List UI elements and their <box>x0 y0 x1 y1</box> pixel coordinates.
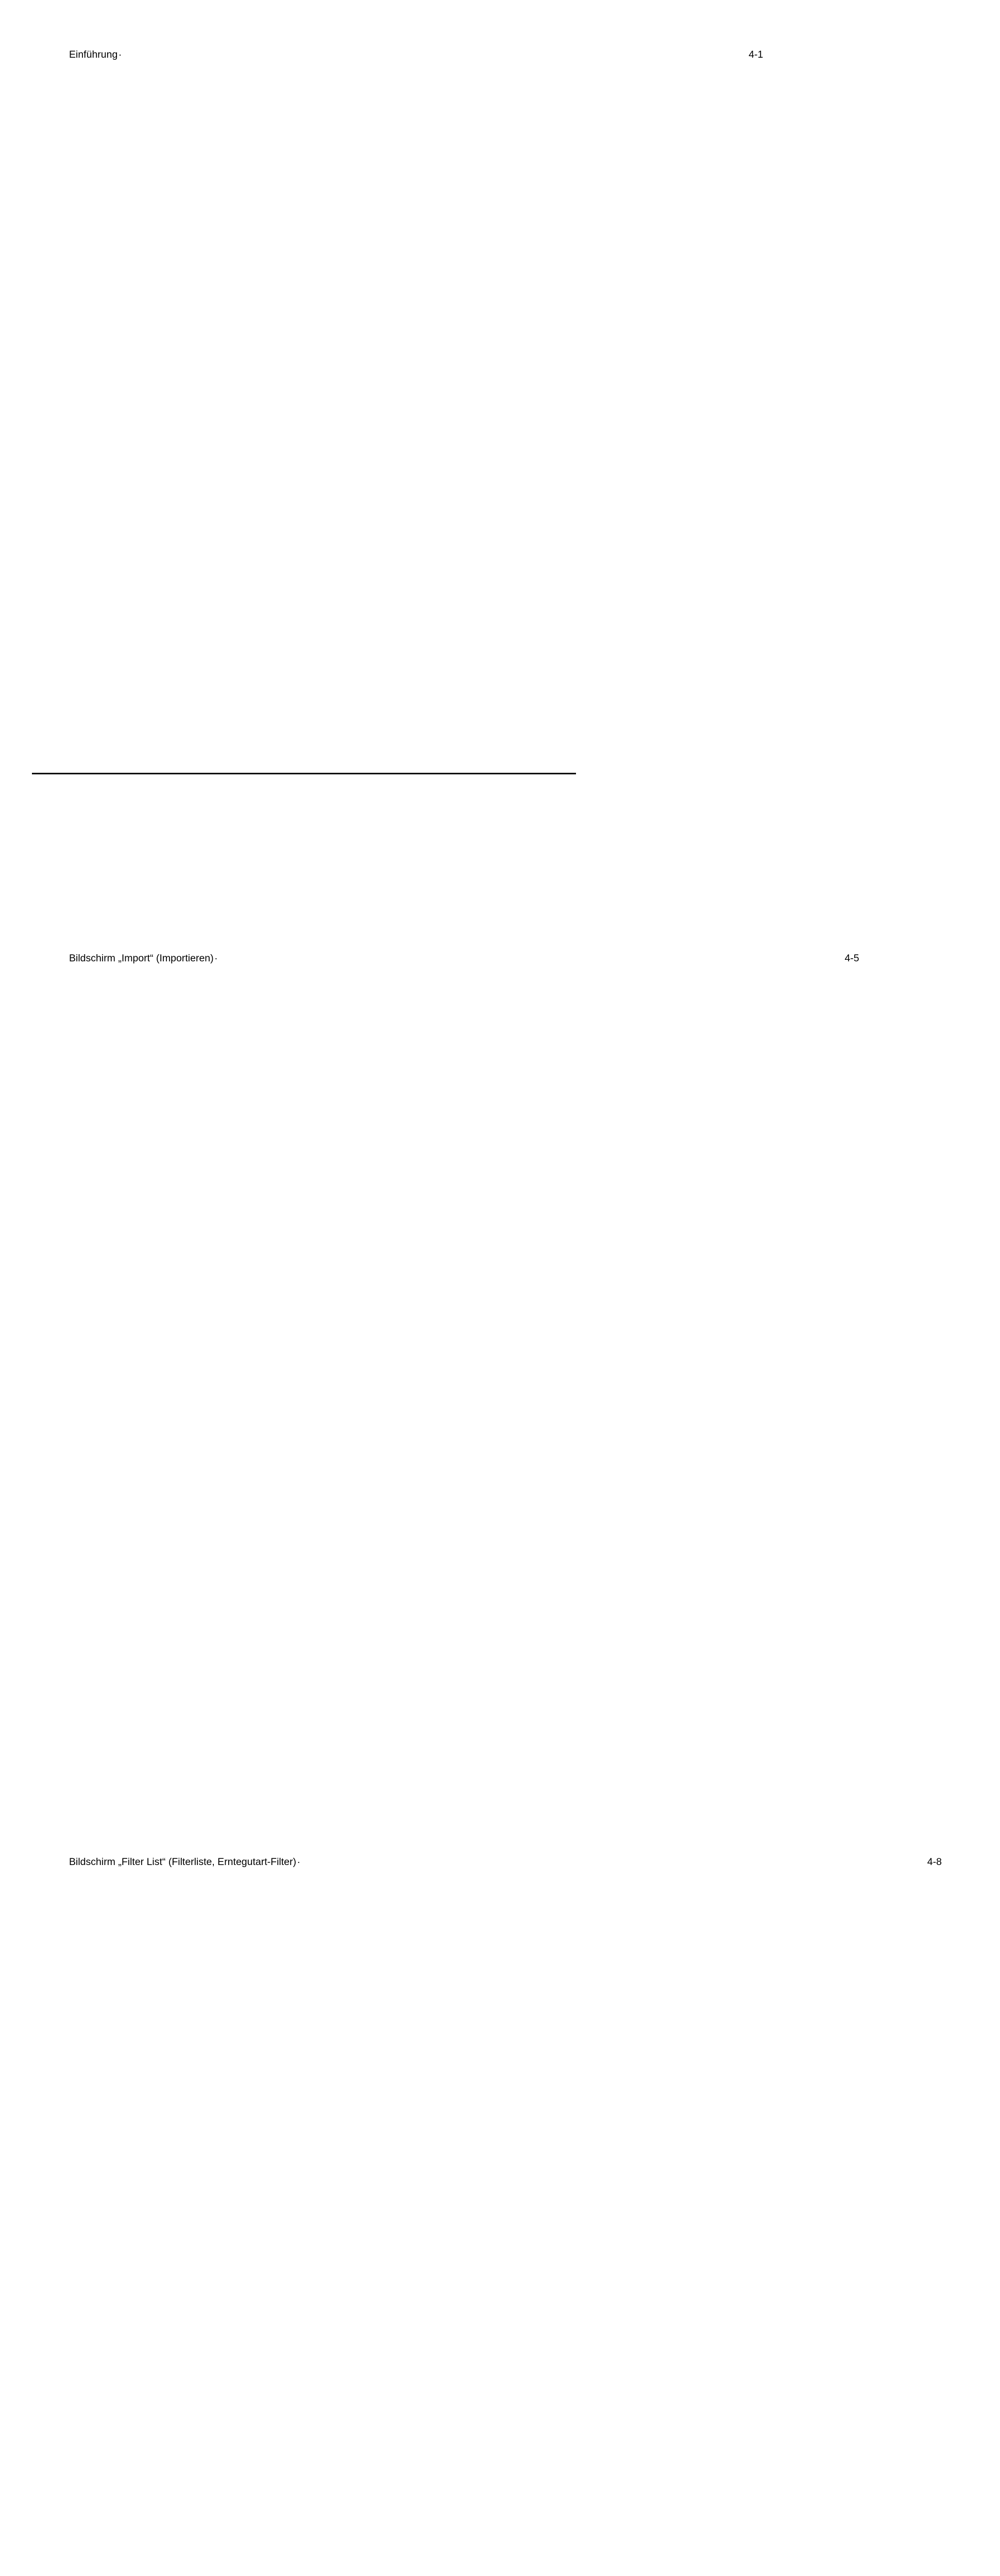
toc-leader-dots <box>297 1855 302 1866</box>
toc-entry-page: 4-5 <box>220 951 859 1855</box>
toc-entry[interactable] <box>69 47 764 951</box>
toc-list <box>69 47 942 2576</box>
toc-content <box>32 47 942 2576</box>
toc-entry[interactable] <box>69 951 859 1855</box>
toc-entry-page: 4-8 <box>302 1855 942 2576</box>
footer-divider <box>32 773 576 774</box>
toc-entry-label: Bildschirm „Filter List“ (Filterliste, Erntegutart-Filter) <box>69 1856 296 1868</box>
toc-entry-page: 4-1 <box>124 47 763 951</box>
toc-leader-dots <box>215 952 220 962</box>
toc-entry-label: Bildschirm „Import“ (Importieren) <box>69 953 214 964</box>
toc-leader-dots <box>118 48 124 58</box>
toc-entry-label: Einführung <box>69 49 118 60</box>
toc-entry[interactable] <box>69 1855 942 2576</box>
